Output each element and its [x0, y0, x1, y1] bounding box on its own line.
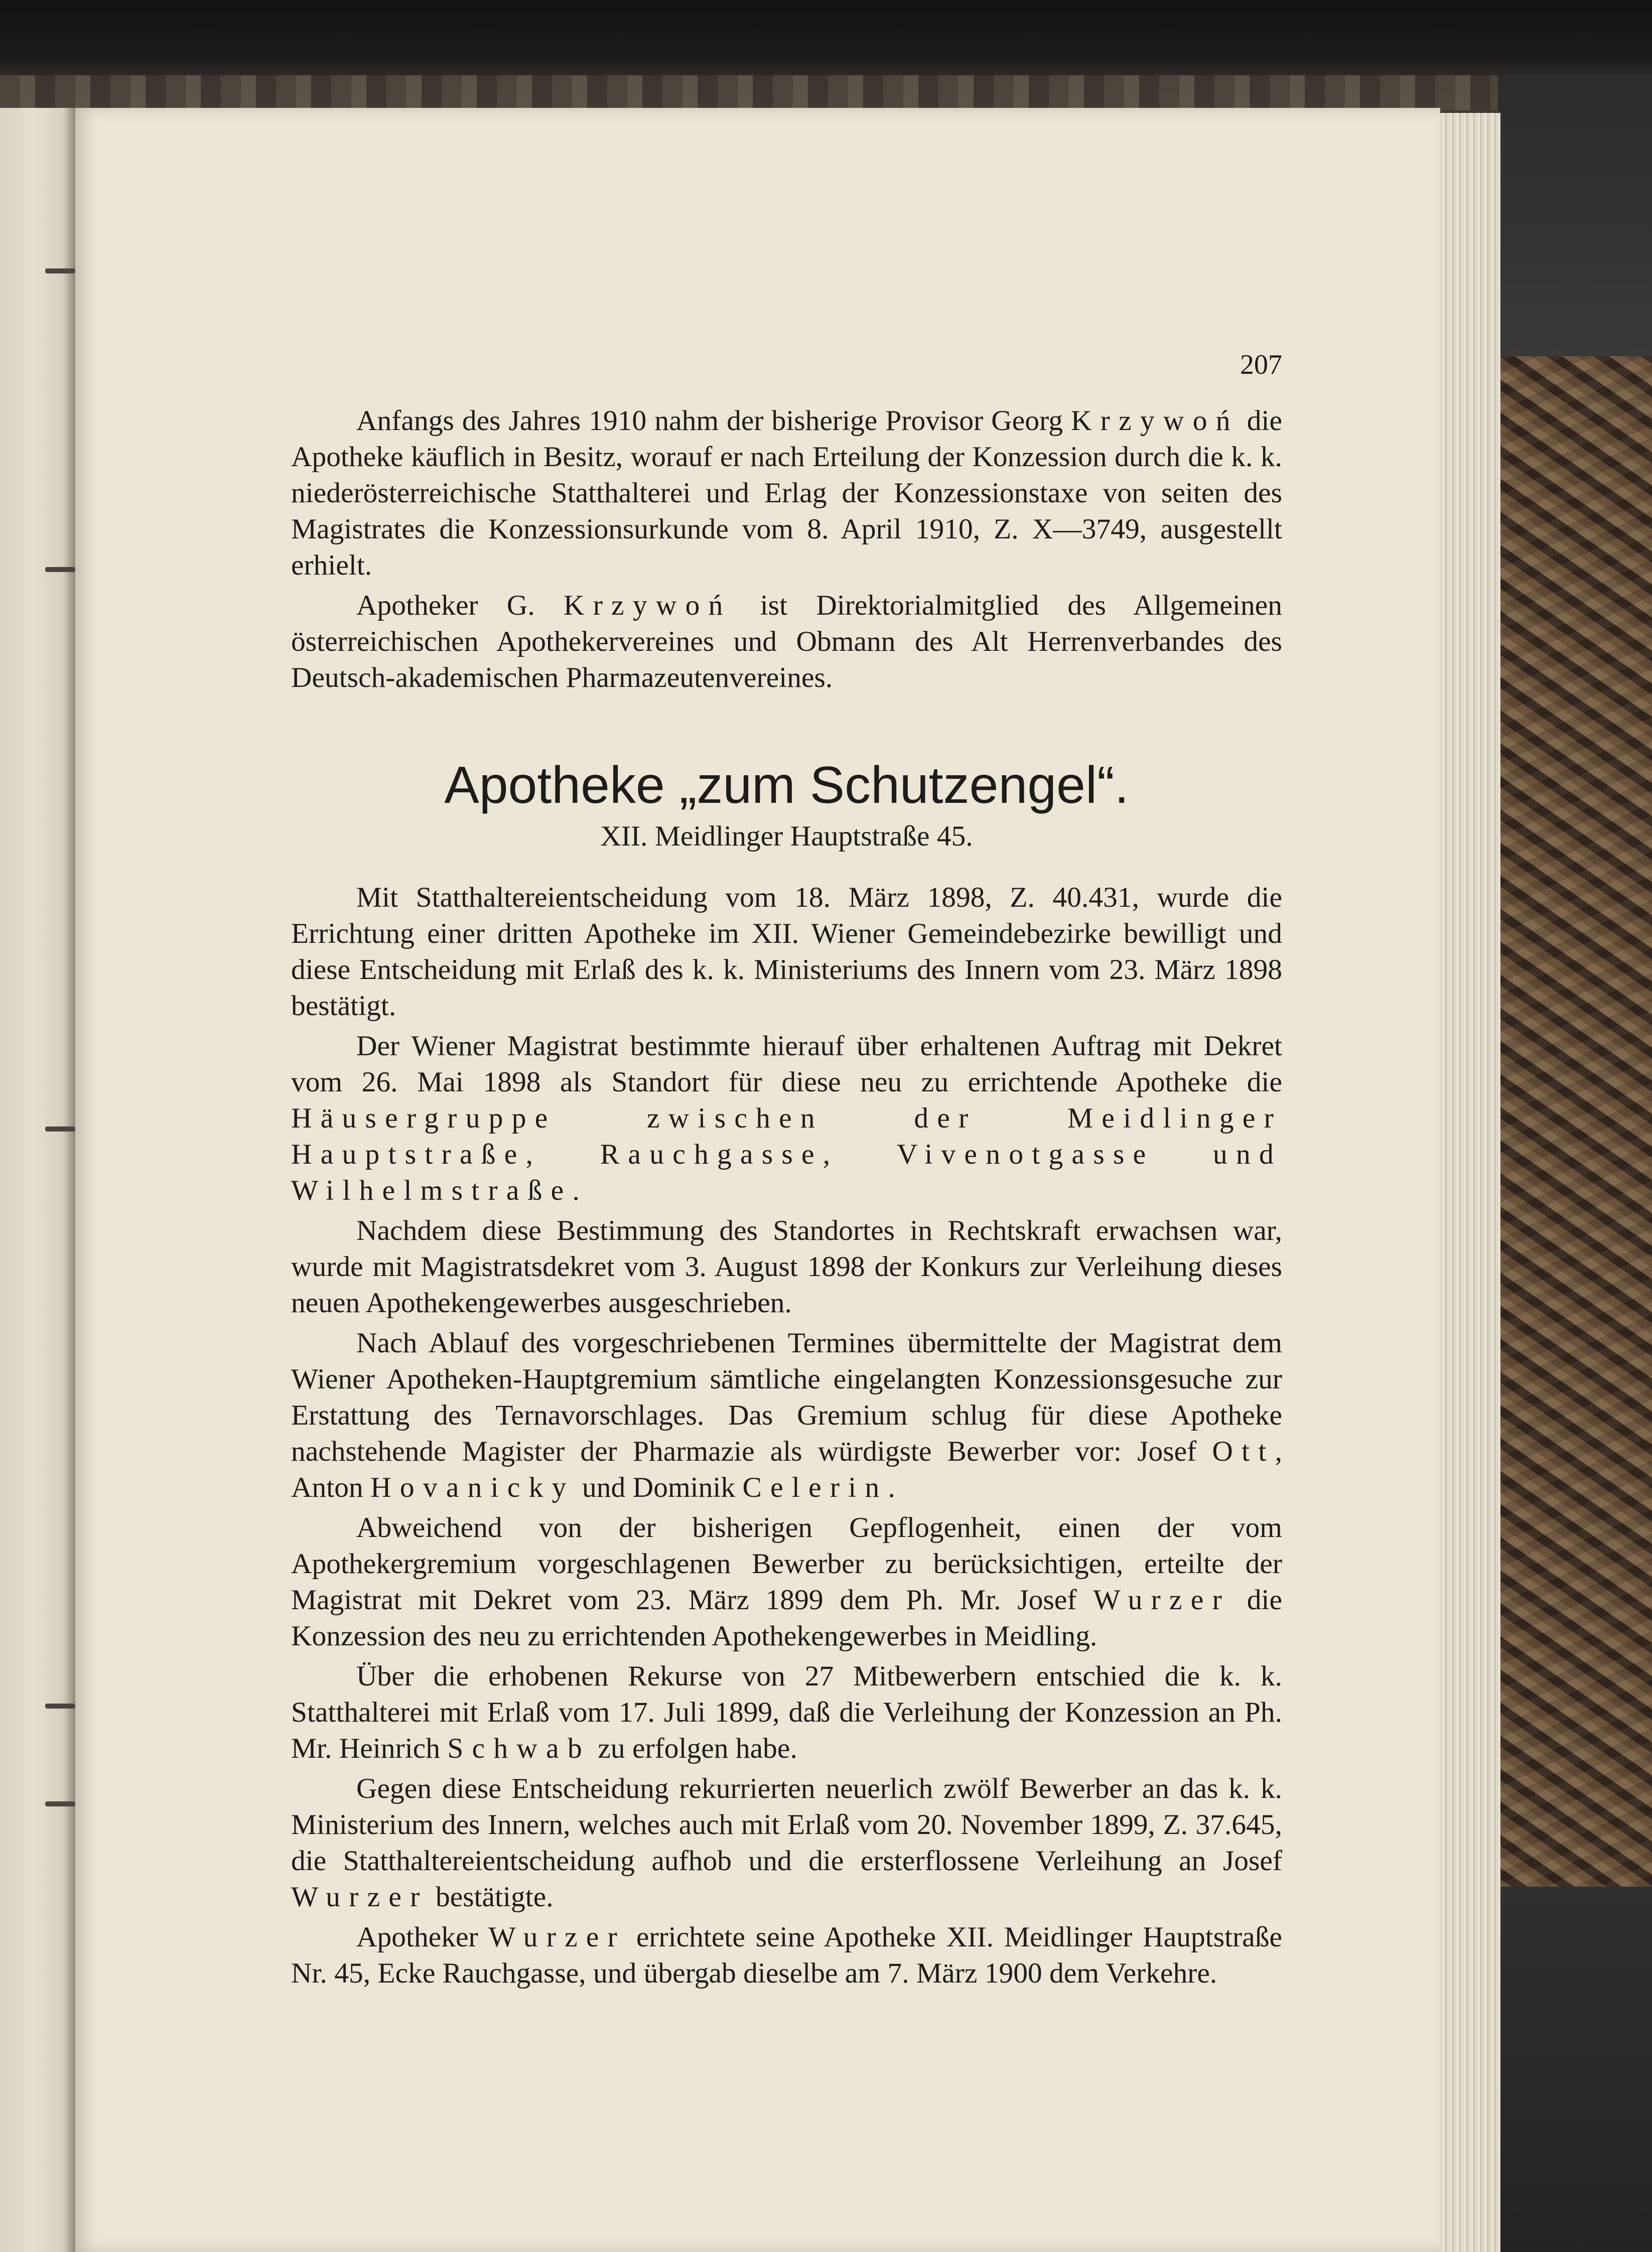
text-run: Apotheker	[356, 1921, 489, 1953]
spaced-name: Häusergruppe zwischen der Meidlinger Hauptstraße, Rauchgasse, Vivenotgasse und Wilhelmstraße	[291, 1102, 1282, 1206]
text-run: errichtete seine Apotheke XII. Meidlinger Hauptstraße Nr. 45, Ecke Rauchgasse, und übergab dieselbe am 7. März 1900 dem Verkehre.	[291, 1921, 1282, 1989]
book-page	[75, 108, 1440, 2252]
spaced-name: Krzywoń	[563, 590, 732, 621]
paragraph	[291, 1771, 1282, 1915]
facing-page	[0, 108, 75, 2252]
paragraph	[291, 1510, 1282, 1654]
text-run: Der Wiener Magistrat bestimmte hierauf über erhaltenen Auftrag mit Dekret vom 26. Mai 1898 als Standort für diese neu zu errichtende Apotheke die	[291, 1030, 1282, 1098]
page-text	[291, 344, 1282, 1992]
text-run: .	[572, 1175, 580, 1206]
text-run: .	[888, 1472, 895, 1503]
paragraph	[291, 1213, 1282, 1321]
spaced-name: Schwab	[447, 1733, 591, 1764]
text-run: Nach Ablauf des vorgeschriebenen Termines übermittelte der Magistrat dem Wiener Apotheken-Hauptgremium sämtliche eingelangten Konzessionsgesuche zur Erstattung des Ternavorschlages. Das Gremium schlug für diese Apotheke nachstehende Magister der Pharmazie als würdigste Bewerber vor: Josef	[291, 1327, 1282, 1467]
binding-thread	[45, 1127, 75, 1132]
text-run: , Anton	[291, 1436, 1282, 1503]
paragraph	[291, 1658, 1282, 1767]
section-address: XII. Meidlinger Hauptstraße 45.	[600, 820, 973, 852]
text-run: Apotheker G.	[356, 590, 564, 621]
text-run: zu erfolgen habe.	[590, 1733, 797, 1764]
binding-thread	[45, 567, 75, 572]
paragraph	[291, 1325, 1282, 1506]
text-run: Gegen diese Entscheidung rekurrierten neuerlich zwölf Bewerber an das k. k. Ministerium des Innern, welches auch mit Erlaß vom 20. November 1899, Z. 37.645, die Statthaltereientscheidung aufhob und die ersterflossene Verleihung an Josef	[291, 1773, 1282, 1877]
paragraph	[291, 1919, 1282, 1992]
binding-thread	[45, 268, 75, 273]
text-run: Abweichend von der bisherigen Gepflogenheit, einen der vom Apothekergremium vorgeschlagenen Bewerber zu berücksichtigen, erteilte der Magistrat mit Dekret vom 23. März 1899 dem Ph. Mr. Josef	[291, 1512, 1282, 1616]
binding-band	[0, 75, 1505, 110]
spaced-name: Hovanicky	[370, 1472, 575, 1503]
text-run: Nachdem diese Bestimmung des Standortes in Rechtskraft erwachsen war, wurde mit Magistratsdekret vom 3. August 1898 der Konkurs zur Verleihung dieses neuen Apothekengewerbes ausgeschrieben.	[291, 1215, 1282, 1319]
text-run: Über die erhobenen Rekurse von 27 Mitbewerbern entschied die k. k. Statthalterei mit Erlaß vom 17. Juli 1899, daß die Verleihung der Konzession an Ph. Mr. Heinrich	[291, 1660, 1282, 1764]
spaced-name: Krzywoń	[1070, 405, 1239, 437]
text-run: die Apotheke käuflich in Besitz, worauf er nach Erteilung der Konzession durch die k. k. niederösterreichische Statthalterei und Erlag der Konzessionstaxe von seiten des Magistrates die Konzessionsurkunde vom 8. April 1910, Z. X—3749, ausgestellt erhielt.	[291, 405, 1282, 581]
spaced-name: Wurzer	[291, 1881, 429, 1913]
section-title: Apotheke „zum Schutzengel“.	[444, 756, 1129, 814]
binding-thread	[45, 1801, 75, 1806]
text-run: Mit Statthaltereientscheidung vom 18. März 1898, Z. 40.431, wurde die Errichtung einer dritten Apotheke im XII. Wiener Gemeindebezirke bewilligt und diese Entscheidung mit Erlaß des k. k. Ministeriums des Innern vom 23. März 1898 bestätigt.	[291, 882, 1282, 1022]
text-run: und Dominik	[575, 1472, 743, 1503]
paragraph	[291, 403, 1282, 584]
cover-corner-top	[1498, 75, 1652, 356]
paragraph	[291, 880, 1282, 1024]
paragraph	[291, 588, 1282, 696]
spaced-name: Wurzer	[488, 1921, 626, 1953]
paragraph	[291, 1028, 1282, 1209]
text-run: die Konzession des neu zu errichtenden Apothekengewerbes in Meidling.	[291, 1584, 1283, 1652]
text-run: Anfangs des Jahres 1910 nahm der bisherige Provisor Georg	[356, 405, 1071, 437]
text-run: ist Direktorialmitglied des Allgemeinen österreichischen Apothekervereines und Obmann des Alt Herrenverbandes des Deutsch-akademischen Pharmazeutenvereines.	[291, 590, 1282, 693]
section-body	[291, 880, 1282, 1992]
text-run: bestätigte.	[428, 1881, 554, 1913]
section-intro	[291, 403, 1282, 696]
spaced-name: Celerin	[742, 1472, 888, 1503]
cover-corner-bottom	[1498, 1887, 1652, 2252]
binding-thread	[45, 1704, 75, 1709]
page-edges	[1435, 113, 1500, 2252]
page-number: 207	[1240, 349, 1282, 380]
spaced-name: Wurzer	[1093, 1584, 1230, 1616]
spaced-name: Ott	[1212, 1436, 1275, 1467]
